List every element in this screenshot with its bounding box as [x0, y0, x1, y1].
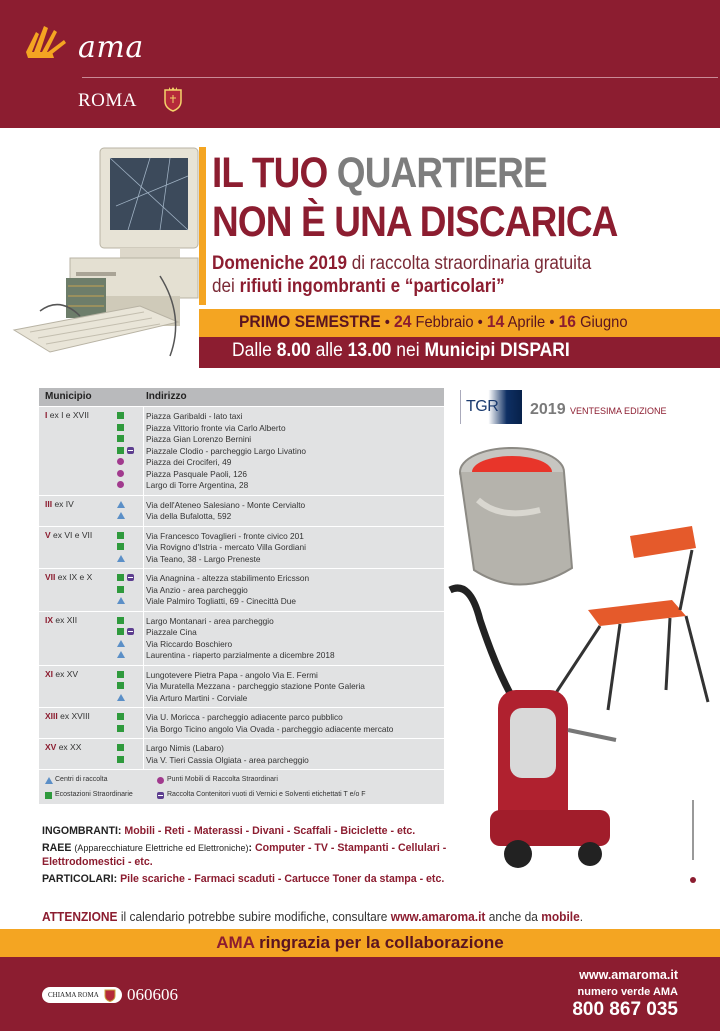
- table-row: [39, 445, 444, 457]
- address-text: Piazza Pasquale Paoli, 126: [146, 468, 248, 479]
- table-row: [39, 723, 444, 735]
- table-row: [39, 711, 444, 723]
- municipio-ex: ex XX: [56, 742, 82, 752]
- table-header: [39, 388, 444, 406]
- hours-municipi: Municipi DISPARI: [424, 340, 570, 361]
- eco-station-icon: [117, 447, 124, 454]
- headline-line-1: [212, 148, 547, 198]
- eco-station-icon: [117, 435, 124, 442]
- table-row: [39, 615, 444, 627]
- thanks-rest: ringrazia per la collaborazione: [254, 933, 504, 952]
- collection-center-icon: [117, 512, 125, 519]
- eco-station-icon: [117, 424, 124, 431]
- municipio-number: XIII: [45, 711, 58, 721]
- paint-container-icon: [127, 628, 134, 635]
- category-colon: :: [248, 842, 255, 854]
- col-municipio: Municipio: [45, 391, 92, 402]
- mobile-point-icon: [117, 458, 124, 465]
- table-row: [39, 692, 444, 704]
- attention-text: il calendario potrebbe subire modifiche, consultare: [117, 909, 391, 924]
- eco-station-icon: [117, 628, 124, 635]
- eco-station-icon: [117, 412, 124, 419]
- chiama-roma-number[interactable]: 060606: [127, 985, 178, 1004]
- headline-accent-bar: [199, 147, 206, 305]
- table-row: [39, 649, 444, 661]
- subtitle-domeniche: Domeniche 2019: [212, 253, 347, 274]
- category-values: Mobili - Reti - Materassi - Divani - Scaffali - Biciclette - etc.: [124, 825, 416, 837]
- table-row: [39, 456, 444, 468]
- table-row: [39, 638, 444, 650]
- collection-center-icon: [117, 501, 125, 508]
- brand-name: ama: [78, 30, 144, 65]
- col-indirizzo: Indirizzo: [146, 391, 187, 402]
- eco-station-icon: [45, 792, 52, 799]
- municipio-number: IX: [45, 614, 54, 625]
- toll-free-label: numero verde AMA: [577, 986, 678, 998]
- headline-quartiere: QUARTIERE: [336, 149, 547, 197]
- table-row: [39, 433, 444, 445]
- table-row: [39, 553, 444, 565]
- hours-dalle: Dalle: [232, 340, 277, 361]
- address-text: Via della Bufalotta, 592: [146, 511, 232, 521]
- municipio-ex: ex XV: [53, 668, 79, 679]
- side-credit-mark: [689, 800, 697, 900]
- municipio-number: III: [45, 498, 53, 509]
- eco-station-icon: [117, 532, 124, 539]
- legend-mob: Raccolta Contenitori vuoti di Vernici e Solventi etichettati T e/o F: [167, 791, 366, 798]
- address-text: Via Rovigno d'Istria - mercato Villa Gordiani: [146, 542, 306, 552]
- header-rule: [82, 77, 718, 78]
- mobile-point-icon: [117, 470, 124, 477]
- municipio-ex: ex IX e X: [55, 572, 93, 582]
- roma-crest-small-icon: [104, 988, 116, 1002]
- eco-station-icon: [117, 744, 124, 751]
- subtitle-rifiuti: rifiuti ingombranti e “particolari”: [239, 276, 505, 297]
- date-1-day: 24: [393, 312, 412, 331]
- table-row: [39, 680, 444, 692]
- address-text: Via Arturo Martini - Corviale: [146, 692, 248, 703]
- city-name: ROMA: [78, 90, 138, 111]
- address-text: Via U. Moricca - parcheggio adiacente parco pubblico: [146, 712, 343, 722]
- paint-container-icon: [127, 447, 134, 454]
- table-row: [39, 479, 444, 491]
- subtitle-rest: di raccolta straordinaria gratuita: [346, 253, 592, 274]
- attention-word: ATTENZIONE: [42, 909, 118, 924]
- date-separator: •: [380, 314, 394, 331]
- category-particolari: [42, 872, 462, 886]
- attention-text: anche da: [485, 909, 542, 924]
- municipio-number: XV: [45, 742, 57, 752]
- table-row: [39, 572, 444, 584]
- municipio-number: XI: [45, 668, 54, 679]
- table-legend: [39, 769, 444, 804]
- address-text: Piazza Gian Lorenzo Bernini: [146, 434, 252, 444]
- address-text: Via V. Tieri Cassia Olgiata - area parcheggio: [146, 754, 309, 765]
- waste-categories: [42, 824, 462, 889]
- subtitle-dei: dei: [212, 276, 240, 297]
- roma-crest-icon: [163, 86, 183, 112]
- hours-end: 13.00: [347, 340, 392, 361]
- table-row: [39, 422, 444, 434]
- table-row: [39, 754, 444, 766]
- dates-text: [239, 312, 628, 332]
- date-2-day: 14: [486, 312, 505, 331]
- collection-center-icon: [45, 777, 53, 784]
- municipio-number: VII: [45, 572, 56, 582]
- category-values: Pile scariche - Farmaci scaduti - Cartucce Toner da stampa - etc.: [120, 873, 445, 885]
- footer-website[interactable]: www.amaroma.it: [579, 968, 678, 982]
- address-text: Via Riccardo Boschiero: [146, 638, 233, 649]
- address-text: Via Anzio - area parcheggio: [146, 584, 248, 595]
- table-row: [39, 595, 444, 607]
- subtitle-line-2: [212, 276, 505, 298]
- category-key: PARTICOLARI:: [42, 873, 121, 885]
- address-text: Via Borgo Ticino angolo Via Ovada - parcheggio adiacente mercato: [146, 723, 394, 734]
- edition-label: [530, 401, 667, 419]
- municipio-ex: ex I e XVII: [47, 410, 89, 420]
- address-text: Laurentina - riaperto parzialmente a dicembre 2018: [146, 650, 335, 660]
- headline-il-tuo: IL TUO: [212, 149, 328, 197]
- legend-sq: Ecostazioni Straordinarie: [55, 791, 133, 798]
- municipio-ex: ex IV: [52, 498, 74, 509]
- category-values: Computer - TV - Stampanti - Cellulari - Elettrodomestici - etc.: [42, 842, 447, 868]
- table-row: [39, 626, 444, 638]
- eco-station-icon: [117, 756, 124, 763]
- municipio-ex: ex VI e VII: [50, 529, 93, 540]
- category-key: RAEE: [42, 842, 75, 854]
- municipio-number: I: [45, 410, 48, 420]
- legend-circ: Punti Mobili di Raccolta Straordinari: [167, 776, 278, 783]
- municipio-ex: ex XII: [53, 614, 78, 625]
- waste-objects-illustration: [440, 440, 720, 910]
- mobile-point-icon: [157, 777, 164, 784]
- attention-text: .: [579, 909, 584, 924]
- category-ingombranti: [42, 824, 462, 838]
- collection-center-icon: [117, 694, 125, 701]
- address-text: Lungotevere Pietra Papa - angolo Via E. Fermi: [146, 669, 318, 680]
- address-text: Piazzale Cina: [146, 627, 197, 637]
- category-raee: [42, 841, 462, 869]
- municipio-group: [39, 406, 444, 495]
- eco-station-icon: [117, 682, 124, 689]
- address-text: Via Francesco Tovaglieri - fronte civico 201: [146, 530, 304, 541]
- tgr-logo: TGR: [466, 398, 499, 415]
- mobile-point-icon: [117, 481, 124, 488]
- municipio-group: [39, 738, 444, 769]
- toll-free-number[interactable]: 800 867 035: [572, 999, 678, 1020]
- headline-line-2: NON È UNA DISCARICA: [212, 198, 618, 246]
- subtitle-line-1: [212, 253, 591, 275]
- paint-container-icon: [157, 792, 164, 799]
- hours-text: [232, 340, 570, 362]
- collection-center-icon: [117, 640, 125, 647]
- thanks-text: [0, 933, 720, 953]
- municipio-group: [39, 707, 444, 738]
- paint-can-icon: [460, 448, 572, 585]
- legend-tri: Centri di raccolta: [55, 776, 108, 783]
- municipio-group: [39, 495, 444, 526]
- address-text: Largo Montanari - area parcheggio: [146, 615, 274, 626]
- locations-table: [39, 388, 444, 804]
- semester-label: PRIMO SEMESTRE: [239, 312, 381, 331]
- chiama-roma-badge: CHIAMA ROMA: [42, 987, 122, 1003]
- address-text: Piazza Vittorio fronte via Carlo Alberto: [146, 422, 286, 433]
- date-2-month: Aprile: [504, 314, 546, 331]
- date-separator: •: [545, 314, 559, 331]
- vacuum-cleaner-icon: [450, 588, 616, 868]
- edition-year: 2019: [530, 401, 566, 418]
- attention-notice: [42, 909, 583, 924]
- municipio-group: [39, 526, 444, 569]
- hours-alle: alle: [310, 340, 348, 361]
- table-row: [39, 468, 444, 480]
- address-text: Largo di Torre Argentina, 28: [146, 480, 249, 490]
- table-row: [39, 742, 444, 754]
- eco-station-icon: [117, 671, 124, 678]
- eco-station-icon: [117, 713, 124, 720]
- address-text: Via Teano, 38 - Largo Preneste: [146, 553, 261, 564]
- address-text: Piazzale Clodio - parcheggio Largo Livatino: [146, 445, 307, 456]
- eco-station-icon: [117, 725, 124, 732]
- table-row: [39, 541, 444, 553]
- collection-center-icon: [117, 555, 125, 562]
- date-1-month: Febbraio: [411, 314, 474, 331]
- ama-hand-logo-icon: [22, 22, 70, 62]
- address-text: Piazza dei Crociferi, 49: [146, 457, 232, 467]
- table-row: [39, 584, 444, 596]
- hours-start: 8.00: [276, 340, 311, 361]
- collection-center-icon: [117, 651, 125, 658]
- table-row: [39, 530, 444, 542]
- municipio-ex: ex XVIII: [57, 711, 90, 721]
- paint-container-icon: [127, 574, 134, 581]
- date-3-month: Giugno: [575, 314, 628, 331]
- municipio-number: V: [45, 529, 51, 540]
- category-key: INGOMBRANTI:: [42, 825, 125, 837]
- eco-station-icon: [117, 543, 124, 550]
- edition-text: VENTESIMA EDIZIONE: [570, 406, 667, 416]
- address-text: Largo Nimis (Labaro): [146, 743, 224, 753]
- attention-mobile: mobile: [541, 909, 580, 924]
- address-text: Viale Palmiro Togliatti, 69 - Cinecittà Due: [146, 596, 297, 606]
- address-text: Via Anagnina - altezza stabilimento Ericsson: [146, 573, 310, 583]
- website-link[interactable]: www.amaroma.it: [390, 909, 486, 924]
- address-text: Via Muratella Mezzana - parcheggio stazione Ponte Galeria: [146, 681, 365, 691]
- chair-icon: [550, 526, 708, 710]
- old-computer-illustration: [10, 146, 200, 361]
- eco-station-icon: [117, 586, 124, 593]
- date-separator: •: [473, 314, 487, 331]
- table-row: [39, 510, 444, 522]
- table-body: [39, 406, 444, 769]
- address-text: Via dell'Ateneo Salesiano - Monte Cervialto: [146, 499, 306, 510]
- hours-nei: nei: [391, 340, 425, 361]
- date-3-day: 16: [558, 312, 576, 331]
- eco-station-icon: [117, 574, 124, 581]
- table-row: [39, 499, 444, 511]
- municipio-group: [39, 568, 444, 611]
- municipio-group: [39, 665, 444, 708]
- collection-center-icon: [117, 597, 125, 604]
- eco-station-icon: [117, 617, 124, 624]
- table-row: [39, 669, 444, 681]
- thanks-ama: AMA: [216, 933, 255, 952]
- table-row: [39, 410, 444, 422]
- address-text: Piazza Garibaldi - lato taxi: [146, 411, 243, 421]
- municipio-group: [39, 611, 444, 665]
- category-note: (Apparecchiature Elettriche ed Elettroniche): [74, 843, 249, 853]
